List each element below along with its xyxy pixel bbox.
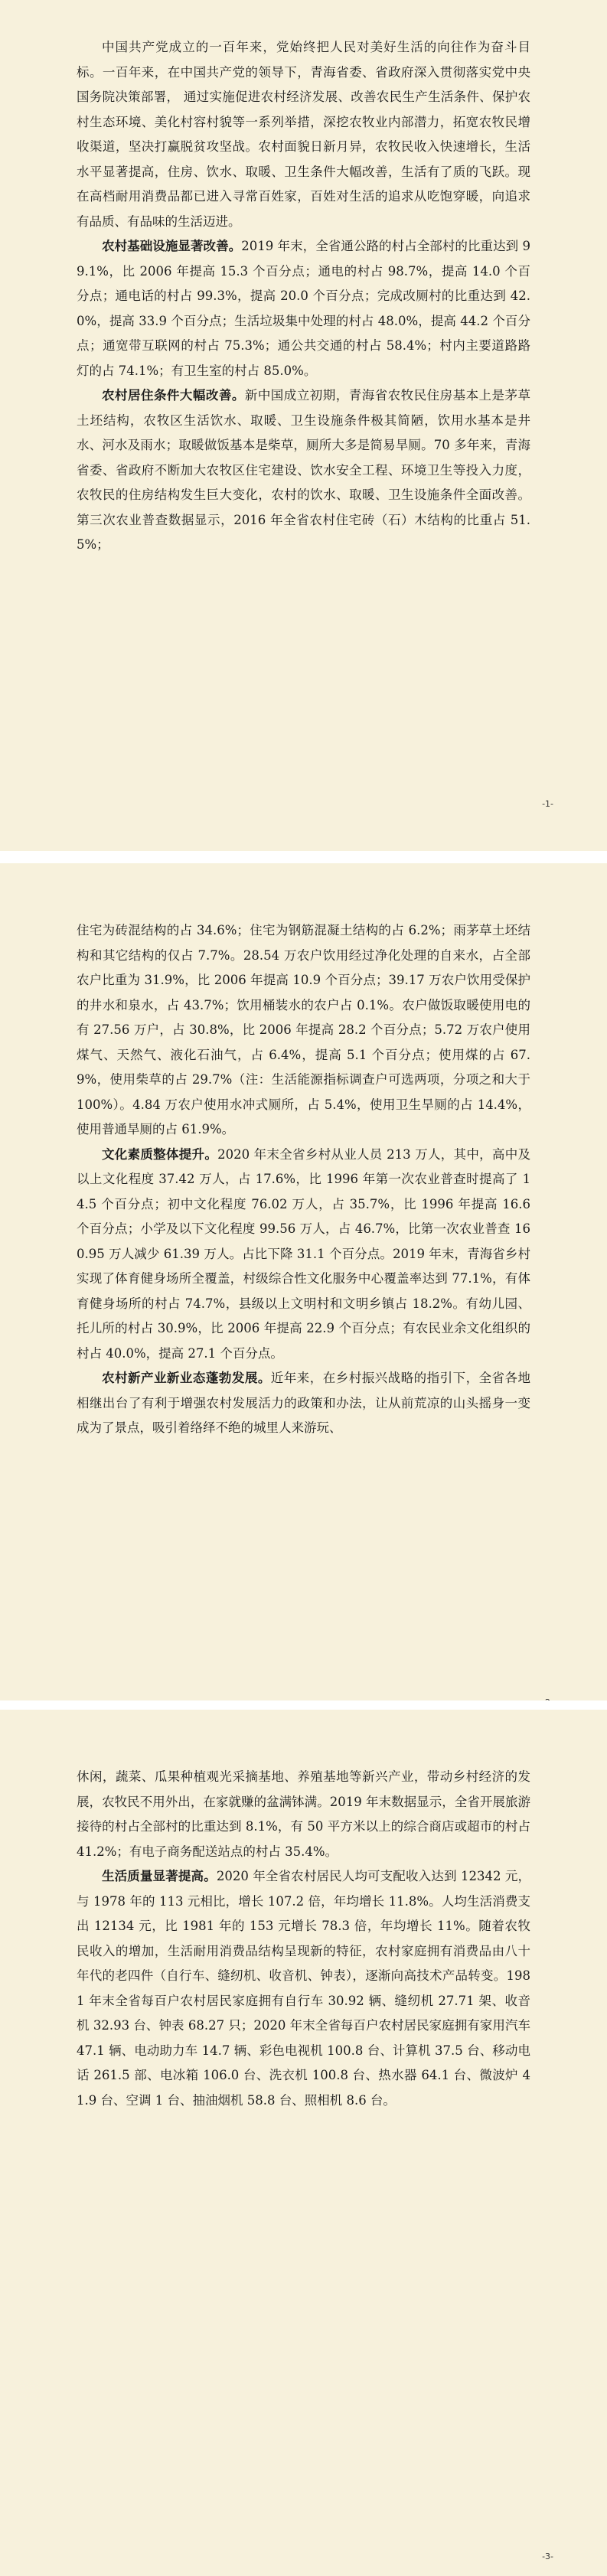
infrastructure-paragraph <box>77 234 530 383</box>
page-separator <box>0 851 607 863</box>
housing-continued-paragraph: 住宅为砖混结构的占 34.6%；住宅为钢筋混凝土结构的占 6.2%；雨茅草土坯结构和其它结构的仅占 7.7%。28.54 万农户饮用经过净化处理的自来水，占全部农户比重为 31.9%，比 2006 年提高 10.9 个百分点；39.17 万农户饮用受保护的井水和泉水，占 43.7%；饮用桶装水的农户占 0.1%。农户做饭取暖使用电的有 27.56 万户，占 30.8%，比 2006 年提高 28.2 个百分点；5.72 万农户使用煤气、天然气、液化石油气，占 6.4%，提高 5.1 个百分点；使用煤的占 67.9%，使用柴草的占 29.7%（注：生活能源指标调查户可选两项，分项之和大于 100%）。4.84 万农户使用水冲式厕所，占 5.4%，使用卫生旱厕的占 14.4%，使用普通旱厕的占 61.9%。 <box>77 923 530 1136</box>
industry-body: 近年来，在乡村振兴战略的指引下，全省各地相继出台了有利于增强农村发展活力的政策和办法，让从前荒凉的山头摇身一变成为了景点，吸引着络绎不绝的城里人来游玩、 <box>77 1371 530 1435</box>
document-page-2 <box>0 863 607 1710</box>
housing-body: 新中国成立初期，青海省农牧民住房基本上是茅草土坯结构，农牧区生活饮水、取暖、卫生设施条件极其简陋，饮用水基本是井水、河水及雨水；取暖做饭基本是柴草，厕所大多是简易旱厕。70 多年来，青海省委、省政府不断加大农牧区住宅建设、饮水安全工程、环境卫生等投入力度，农牧民的住房结构发生巨大变化，农村的饮水、取暖、卫生设施条件全面改善。第三次农业普查数据显示，2016 年全省农村住宅砖（石）木结构的比重占 51.5%； <box>77 388 530 552</box>
page-separator <box>0 1700 607 1710</box>
page-number-1: -1- <box>542 799 553 809</box>
life-quality-paragraph <box>77 1864 530 2113</box>
intro-paragraph: 中国共产党成立的一百年来，党始终把人民对美好生活的向往作为奋斗目标。一百年来，在中国共产党的领导下，青海省委、省政府深入贯彻落实党中央国务院决策部署， 通过实施促进农村经济发展、改善农民生产生活条件、保护农村生态环境、美化村容村貌等一系列举措，深挖农牧业内部潜力，拓宽农牧民增收渠道，坚决打赢脱贫攻坚战。农村面貌日新月异，农牧民收入快速增长，生活水平显著提高，住房、饮水、取暖、卫生条件大幅改善，生活有了质的飞跃。现在高档耐用消费品都已进入寻常百姓家，百姓对生活的追求从吃饱穿暖，向追求有品质、有品味的生活迈进。 <box>77 40 530 229</box>
housing-paragraph <box>77 383 530 558</box>
culture-heading: 文化素质整体提升。 <box>102 1146 218 1162</box>
industry-heading: 农村新产业新业态蓬勃发展。 <box>102 1371 271 1385</box>
infrastructure-heading: 农村基础设施显著改善。 <box>102 239 242 253</box>
life-quality-heading: 生活质量显著提高。 <box>102 1869 217 1883</box>
page-number-3: -3- <box>542 2552 553 2561</box>
industry-continued-paragraph: 休闲，蔬菜、瓜果种植观光采摘基地、养殖基地等新兴产业，带动乡村经济的发展，农牧民不用外出，在家就赚的盆满钵满。2019 年末数据显示，全省开展旅游接待的村占全部村的比重达到 8.1%，有 50 平方米以上的综合商店或超市的村占 41.2%；有电子商务配送站点的村占 35.4%。 <box>77 1769 530 1859</box>
culture-body: 2020 年末全省乡村从业人员 213 万人，其中，高中及以上文化程度 37.42 万人，占 17.6%，比 1996 年第一次农业普查时提高了 14.5 个百分点；初中文化程度 76.02 万人，占 35.7%，比 1996 年提高 16.6 个百分点；小学及以下文化程度 99.56 万人，占 46.7%，比第一次农业普查 160.95 万人减少 61.39 万人。占比下降 31.1 个百分点。2019 年末，青海省乡村实现了体育健身场所全覆盖，村级综合性文化服务中心覆盖率达到 77.1%，有体育健身场所的村占 74.7%，县级以上文明村和文明乡镇占 18.2%。有幼儿园、托儿所的村占 30.9%，比 2006 年提高 22.9 个百分点；有农民业余文化组织的村占 40.0%，提高 27.1 个百分点。 <box>77 1146 530 1361</box>
culture-paragraph <box>77 1143 530 1367</box>
housing-heading: 农村居住条件大幅改善。 <box>102 388 245 403</box>
life-quality-body: 2020 年全省农村居民人均可支配收入达到 12342 元，与 1978 年的 113 元相比，增长 107.2 倍，年均增长 11.8%。人均生活消费支出 12134 元，比 1981 年的 153 元增长 78.3 倍，年均增长 11%。随着农牧民收入的增加，生活耐用消费品结构呈现新的特征，农村家庭拥有消费品由八十年代的老四件（自行车、缝纫机、收音机、钟表），逐渐向高技术产品转变。1981 年末全省每百户农村居民家庭拥有自行车 30.92 辆、缝纫机 27.71 架、收音机 32.93 台、钟表 68.27 只；2020 年末全省每百户农村居民家庭拥有家用汽车 47.1 辆、电动助力车 14.7 辆、彩色电视机 100.8 台、计算机 37.5 台、移动电话 261.5 部、电冰箱 106.0 台、洗衣机 100.8 台、热水器 64.1 台、微波炉 41.9 台、空调 1 台、抽油烟机 58.8 台、照相机 8.6 台。 <box>77 1869 531 2108</box>
industry-paragraph <box>77 1366 530 1441</box>
document-page-1 <box>0 0 607 863</box>
document-page-3 <box>0 1710 607 2576</box>
infrastructure-body: 2019 年末，全省通公路的村占全部村的比重达到 99.1%，比 2006 年提高 15.3 个百分点；通电的村占 98.7%，提高 14.0 个百分点；通电话的村占 99.3%，提高 20.0 个百分点；完成改厕村的比重达到 42.0%，提高 33.9 个百分点；生活垃圾集中处理的村占 48.0%，提高 44.2 个百分点；通宽带互联网的村占 75.3%；通公共交通的村占 58.4%；村内主要道路路灯的占 74.1%；有卫生室的村占 85.0%。 <box>77 239 531 378</box>
